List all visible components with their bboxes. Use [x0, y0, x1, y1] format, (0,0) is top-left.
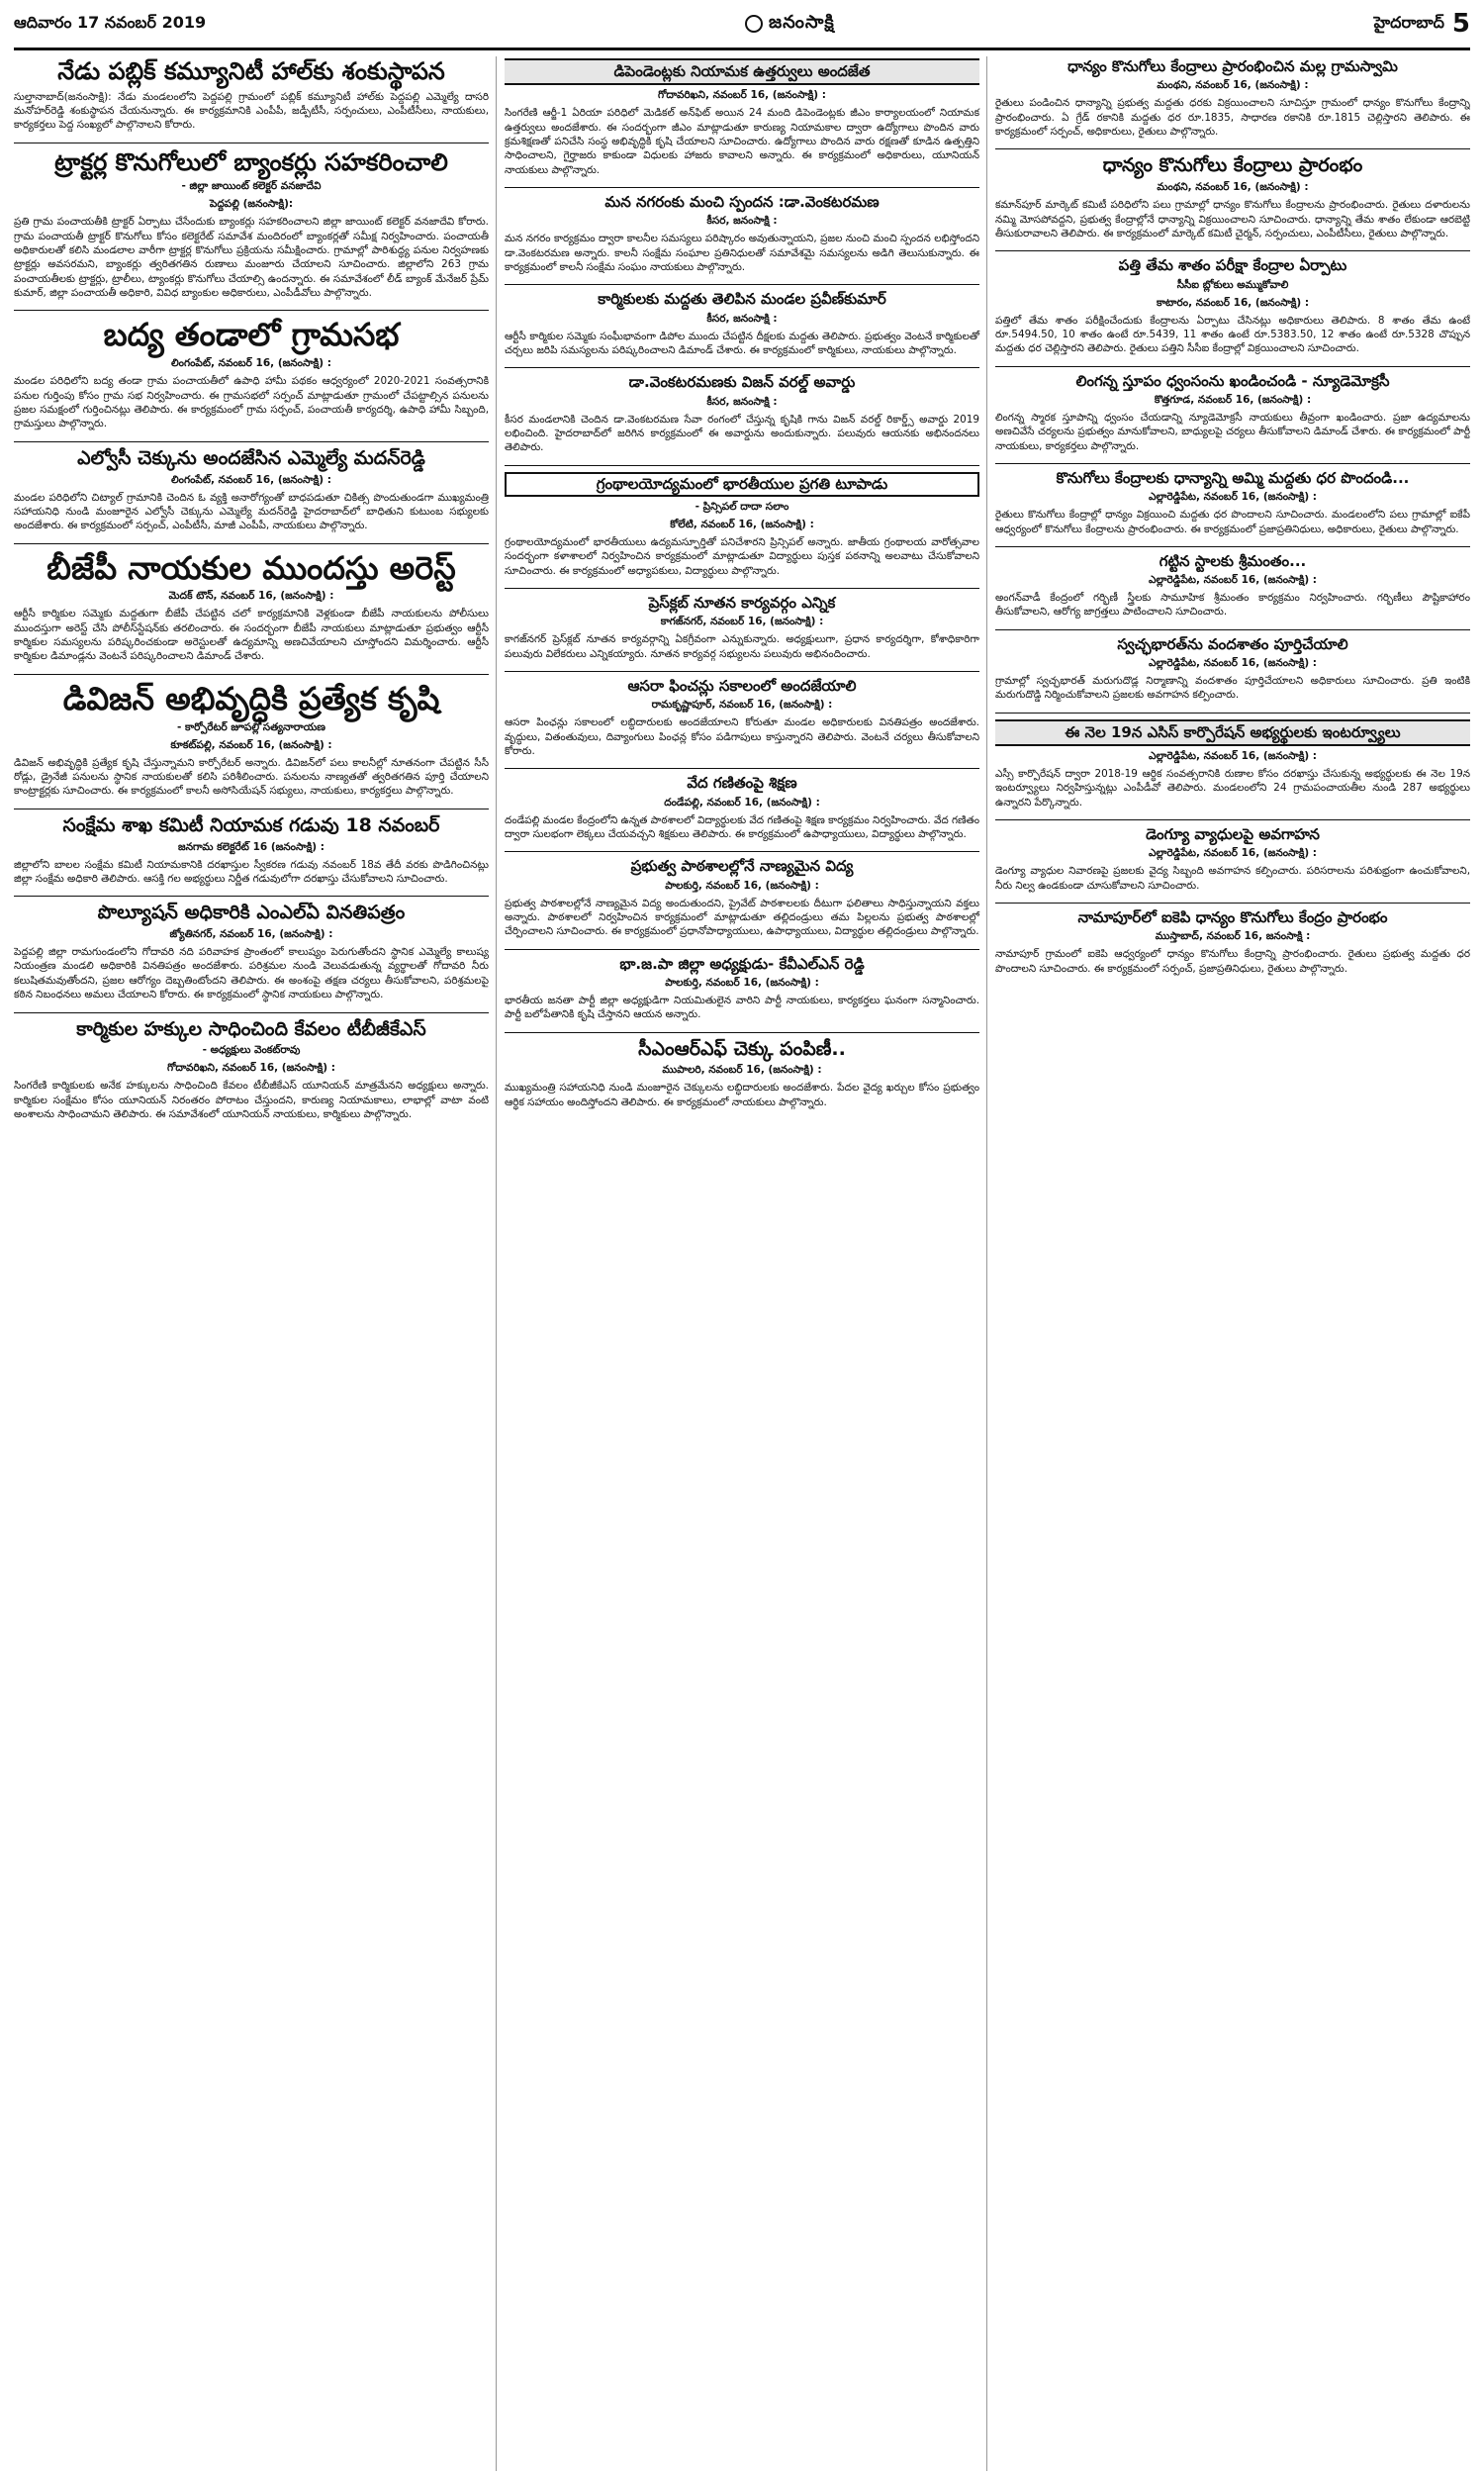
article-dateline: పాలకుర్తి, నవంబర్ 16, (జనంసాక్షి) : [665, 976, 819, 989]
article-headline: డిపెండెంట్లకు నియామక ఉత్తర్వులు అందజేత [505, 58, 979, 85]
article-body: రైతులు కొనుగోలు కేంద్రాల్లో ధాన్యం విక్రయించి మద్దతు ధర పొందాలని సూచించారు. మండలంలోని పలు గ్రామాల్లో ఐకేపీ ఆధ్వర్యంలో కొనుగోలు కేంద్రాలను ప్రారంభించారు. ఈ కార్యక్రమంలో ప్రజాప్రతినిధులు, అధికారులు, రైతులు పాల్గొన్నారు. [995, 509, 1470, 535]
article-headline: ట్రాక్టర్ల కొనుగోలులో బ్యాంకర్లు సహకరించాలి [54, 147, 448, 176]
news-article [505, 858, 979, 938]
article-headline: కొనుగోలు కేంద్రాలకు ధాన్యాన్ని అమ్మి మద్దతు ధర పొందండి... [1056, 468, 1410, 487]
article-body: రైతులు పండించిన ధాన్యాన్ని ప్రభుత్వ మద్దతు ధరకు విక్రయించాలని సూచిస్తూ గ్రామంలో ధాన్యం కొనుగోలు కేంద్రాన్ని ప్రారంభించారు. ఏ గ్రేడ్ రకానికి మద్దతు ధర రూ.1835, సాధారణ రకానికి రూ.1815 చెల్లిస్తారని తెలిపారు. ఈ కార్యక్రమంలో సర్పంచ్, అధికారులు, రైతులు పాల్గొన్నారు. [995, 97, 1470, 138]
article-headline: పొల్యూషన్ అధికారికి ఎంఎల్‌ఏ వినతిపత్రం [97, 902, 406, 924]
article-dateline: ఎల్లారెడ్డిపేట, నవంబర్ 16, (జనంసాక్షి) : [1149, 657, 1317, 670]
article-body: ఆర్టీసీ కార్మికుల సమ్మెకు మద్దతుగా బీజేపీ చేపట్టిన చలో కార్యక్రమానికి వెళ్లకుండా బీజేపీ నాయకులను పోలీసులు ముందస్తుగా అరెస్ట్ చేసి పోలీస్‌స్టేషన్‌కు తరలించారు. ఈ సందర్భంగా బీజేపీ నాయకులు మాట్లాడుతూ ప్రభుత్వం ఆర్టీసీ కార్మికుల సమస్యలను పరిష్కరించకుండా అరెస్టులతో ఉద్యమాన్ని అణచివేయాలని చూస్తోందని విమర్శించారు. ఆర్టీసీ కార్మికుల డిమాండ్లను వెంటనే పరిష్కరించాలని డిమాండ్ చేశారు. [14, 608, 489, 663]
article-body: డివిజన్ అభివృద్ధికి ప్రత్యేక కృషి చేస్తున్నామని కార్పోరేటర్ అన్నారు. డివిజన్‌లో పలు కాలనీల్లో నూతనంగా చేపట్టిన సీసీ రోడ్లు, డ్రైనేజీ పనులను స్థానిక నాయకులతో కలిసి పరిశీలించారు. పనులను నాణ్యతతో త్వరితగతిన పూర్తి చేయాలని కాంట్రాక్టర్లకు సూచించారు. ఈ కార్యక్రమంలో కాలనీ అసోసియేషన్ సభ్యులు, నాయకులు, కార్యకర్తలు పాల్గొన్నారు. [14, 756, 489, 798]
paper-title: జనంసాక్షి [768, 11, 835, 33]
article-byline: - జిల్లా జాయింట్ కలెక్టర్ వనజాదేవి [181, 180, 322, 193]
article-dateline: కాటారం, నవంబర్ 16, (జనంసాక్షి) : [1156, 296, 1310, 309]
article-body: ఆర్టీసీ కార్మికుల సమ్మెకు సంఘీభావంగా డిపోల ముందు చేపట్టిన దీక్షలకు మద్దతు తెలిపారు. ప్రభుత్వం వెంటనే కార్మికులతో చర్చలు జరిపి సమస్యలను పరిష్కరించాలని డిమాండ్ చేశారు. ఈ కార్యక్రమంలో కార్మికులు, నాయకులు పాల్గొన్నారు. [505, 330, 979, 356]
article-body: భారతీయ జనతా పార్టీ జిల్లా అధ్యక్షుడిగా నియమితులైన వారిని పార్టీ నాయకులు, కార్యకర్తలు ఘనంగా సన్మానించారు. పార్టీ బలోపేతానికి కృషి చేస్తానని ఆయన అన్నారు. [505, 994, 979, 1021]
news-article [14, 149, 489, 301]
article-headline: నేడు పబ్లిక్ కమ్యూనిటీ హాల్‌కు శంకుస్థాపన [57, 57, 445, 85]
article-headline: పత్తి తేమ శాతం పరీక్షా కేంద్రాల ఏర్పాటు [1118, 256, 1347, 275]
news-article [995, 373, 1470, 453]
article-body: ప్రభుత్వ పాఠశాలల్లోనే నాణ్యమైన విద్య అందుతుందని, ప్రైవేట్ పాఠశాలలకు దీటుగా ఫలితాలు సాధిస్తున్నాయని వక్తలు అన్నారు. పాఠశాలలో నిర్వహించిన కార్యక్రమంలో మాట్లాడుతూ తల్లిదండ్రులు తమ పిల్లలను ప్రభుత్వ పాఠశాలల్లో చేర్పించాలని సూచించారు. ఈ కార్యక్రమంలో ప్రధానోపాధ్యాయులు, ఉపాధ్యాయులు, విద్యార్థుల తల్లిదండ్రులు పాల్గొన్నారు. [505, 897, 979, 938]
article-divider [14, 896, 489, 897]
article-headline: కార్మికుల హక్కుల సాధించింది కేవలం టీబీజీకేఎస్ [76, 1017, 426, 1040]
article-dateline: ఎల్లారెడ్డిపేట, నవంబర్ 16, (జనంసాక్షి) : [1149, 750, 1317, 763]
news-article [14, 317, 489, 430]
article-body: జిల్లాలోని బాలల సంక్షేమ కమిటీ నియామకానికి దరఖాస్తుల స్వీకరణ గడువు నవంబర్ 18వ తేదీ వరకు పొడిగించినట్లు జిల్లా సంక్షేమ అధికారి తెలిపారు. ఆసక్తి గల అభ్యర్థులు నిర్ణీత గడువులోగా దరఖాస్తు చేసుకోవాలని సూచించారు. [14, 858, 489, 885]
article-divider [505, 588, 979, 589]
article-divider [505, 768, 979, 769]
paper-name [745, 12, 835, 37]
article-byline: - కార్పోరేటర్ జూపల్లి సత్యనారాయణ [177, 720, 325, 733]
article-body: డెంగ్యూ వ్యాధుల నివారణపై ప్రజలకు వైద్య సిబ్బంది అవగాహన కల్పించారు. పరిసరాలను పరిశుభ్రంగా ఉంచుకోవాలని, నీరు నిల్వ ఉండకుండా చూసుకోవాలని సూచించారు. [995, 865, 1470, 892]
article-dateline: ఎల్లారెడ్డిపేట, నవంబర్ 16, (జనంసాక్షి) : [1149, 847, 1317, 860]
article-headline: ఎల్వోసీ చెక్కును అందజేసిన ఎమ్మెల్యే మదన్‌రెడ్డి [77, 446, 425, 469]
article-divider [995, 250, 1470, 251]
article-dateline: జనగామ కలెక్టరేట్ 16 (జనంసాక్షి) : [178, 840, 325, 853]
issue-date: ఆదివారం 17 నవంబర్ 2019 [14, 12, 207, 32]
article-headline: డా.వెంకటరమణకు విజన్ వరల్డ్ అవార్డు [628, 373, 856, 392]
news-article [14, 550, 489, 664]
article-headline: భా.జ.పా జిల్లా అధ్యక్షుడు- కేవీఎల్‌ఎన్ రెడ్డి [619, 954, 865, 973]
news-article [14, 1019, 489, 1122]
article-divider [14, 674, 489, 675]
article-body: గ్రంథాలయోద్యమంలో భారతీయులు ఉద్యమస్ఫూర్తితో పనిచేశారని ప్రిన్సిపల్ అన్నారు. జాతీయ గ్రంథాలయ వారోత్సవాల సందర్భంగా కళాశాలలో నిర్వహించిన కార్యక్రమంలో మాట్లాడుతూ విద్యార్థులు పుస్తక పఠనాన్ని అలవాటు చేసుకోవాలని సూచించారు. ఈ కార్యక్రమంలో అధ్యాపకులు, విద్యార్థులు పాల్గొన్నారు. [505, 535, 979, 577]
article-headline: సంక్షేమ శాఖ కమిటీ నియామక గడువు 18 నవంబర్ [62, 813, 440, 836]
article-dateline: దండేపల్లి, నవంబర్ 16, (జనంసాక్షి) : [664, 796, 820, 809]
article-dateline: ముపాలరి, నవంబర్ 16, (జనంసాక్షి) : [662, 1064, 822, 1077]
paper-logo-icon [745, 15, 763, 33]
article-headline: వేద గణితంపై శిక్షణ [687, 774, 797, 793]
article-divider [995, 819, 1470, 820]
article-divider [505, 1032, 979, 1033]
article-body: అంగన్‌వాడీ కేంద్రంలో గర్భిణీ స్త్రీలకు సామూహిక శ్రీమంతం కార్యక్రమం నిర్వహించారు. గర్భిణీలు పౌష్టికాహారం తీసుకోవాలని, ఆరోగ్య జాగ్రత్తలు పాటించాలని సూచించారు. [995, 592, 1470, 619]
article-dateline: మంథని, నవంబర్ 16, (జనంసాక్షి) : [1157, 79, 1309, 92]
article-divider [505, 671, 979, 672]
article-body: మండల పరిధిలోని చిట్యాల్ గ్రామానికి చెందిన ఓ వ్యక్తి అనారోగ్యంతో బాధపడుతూ చికిత్స పొందుతుండగా ముఖ్యమంత్రి సహాయనిధి నుండి మంజూరైన ఎల్వోసీ చెక్కును ఎమ్మెల్యే మదన్‌రెడ్డి హైదరాబాద్‌లో బాధితుని కుటుంబ సభ్యులకు అందజేశారు. ఈ కార్యక్రమంలో సర్పంచ్, ఎంపీటీసీ, మాజీ ఎంపీపీ, నాయకులు పాల్గొన్నారు. [14, 491, 489, 532]
news-article [505, 595, 979, 661]
news-article [505, 1039, 979, 1110]
article-headline: గ్రంథాలయోద్యమంలో భారతీయుల ప్రగతి టూపాడు [505, 472, 979, 497]
column [505, 56, 987, 2471]
news-article [14, 903, 489, 1001]
article-body: కాగజ్‌నగర్ ప్రెస్‌క్లబ్ నూతన కార్యవర్గాన్ని ఏకగ్రీవంగా ఎన్నుకున్నారు. అధ్యక్షులుగా, ప్రధాన కార్యదర్శిగా, కోశాధికారిగా పలువురు విలేకరులు ఎన్నికయ్యారు. నూతన కార్యవర్గ సభ్యులను పలువురు అభినందించారు. [505, 633, 979, 660]
article-headline: ప్రెస్‌క్లబ్ నూతన కార్యవర్గం ఎన్నిక [648, 594, 836, 612]
article-dateline: లింగంపేట్, నవంబర్ 16, (జనంసాక్షి) : [171, 473, 331, 486]
column [995, 56, 1470, 2471]
news-article [995, 257, 1470, 355]
article-body: పెద్దపల్లి జిల్లా రామగుండంలోని గోదావరి నది పరివాహక ప్రాంతంలో కాలుష్యం పెరుగుతోందని స్థానిక ఎమ్మెల్యే కాలుష్య నియంత్రణ మండలి అధికారికి వినతిపత్రం అందజేశారు. పరిశ్రమల నుండి వెలువడుతున్న వ్యర్థాలతో గోదావరి నీరు కలుషితమవుతోందని, ప్రజల ఆరోగ్యం దెబ్బతింటోందని తెలిపారు. ఈ అంశంపై తక్షణ చర్యలు తీసుకోవాలని, పరిశ్రమలపై కఠిన నిబంధనలు అమలు చేయాలని కోరారు. ఈ కార్యక్రమంలో స్థానిక నాయకులు పాల్గొన్నారు. [14, 946, 489, 1001]
article-byline: - ప్రిన్సిపల్ దాదా సలాం [695, 500, 789, 513]
article-headline: ఈ నెల 19న ఎసిస్ కార్పొరేషన్ అభ్యర్థులకు ఇంటర్వ్యూలు [995, 719, 1470, 746]
news-article [995, 155, 1470, 240]
article-headline: డివిజన్ అభివృద్ధికి ప్రత్యేక కృషి [62, 679, 440, 717]
article-body: సింగరేణి కార్మికులకు అనేక హక్కులను సాధించింది కేవలం టీబీజీకేఎస్ యూనియన్ మాత్రమేనని అధ్యక్షులు అన్నారు. కార్మికుల సంక్షేమం కోసం యూనియన్ నిరంతరం పోరాటం చేస్తుందని, కారుణ్య నియామకాలు, లాభాల్లో వాటా వంటి అంశాలను సాధించామని తెలిపారు. ఈ సమావేశంలో యూనియన్ నాయకులు, కార్మికులు పాల్గొన్నారు. [14, 1080, 489, 1121]
news-article [995, 636, 1470, 703]
news-article [505, 956, 979, 1022]
article-divider [995, 366, 1470, 367]
news-article [995, 719, 1470, 809]
news-article [995, 470, 1470, 536]
article-headline: బద్య తండాలో గ్రామసభ [103, 316, 400, 354]
article-body: దండేపల్లి మండల కేంద్రంలోని ఉన్నత పాఠశాలలో విద్యార్థులకు వేద గణితంపై శిక్షణ కార్యక్రమం నిర్వహించారు. వేద గణితం ద్వారా సులభంగా లెక్కలు చేయవచ్చని శిక్షకులు తెలిపారు. ఈ కార్యక్రమంలో ఉపాధ్యాయులు, విద్యార్థులు పాల్గొన్నారు. [505, 813, 979, 840]
article-dateline: గోదావరిఖని, నవంబర్ 16, (జనంసాక్షి) : [167, 1062, 335, 1075]
article-body: సింగరేణి ఆర్జీ-1 ఏరియా పరిధిలో మెడికల్ అన్‌ఫిట్ అయిన 24 మంది డిపెండెంట్లకు జీఎం కార్యాలయంలో నియామక ఉత్తర్వులు అందజేశారు. ఈ సందర్భంగా జీఎం మాట్లాడుతూ కారుణ్య నియామకాల ద్వారా ఉద్యోగాలు పొందిన వారు క్రమశిక్షణతో పనిచేసి సంస్థ అభివృద్ధికి కృషి చేయాలని సూచించారు. ఉద్యోగాలు పొందిన వారు రక్షణతో కూడిన ఉత్పత్తిని సాధించాలని, గైర్హాజరు కాకుండా విధులకు హాజరు కావాలని అన్నారు. ఈ కార్యక్రమంలో అధికారులు, యూనియన్ నాయకులు పాల్గొన్నారు. [505, 107, 979, 176]
article-dateline: లింగంపేట్, నవంబర్ 16, (జనంసాక్షి) : [171, 357, 331, 370]
article-divider [995, 903, 1470, 904]
article-body: మండల పరిధిలోని బద్య తండా గ్రామ పంచాయతీలో ఉపాధి హామీ పథకం ఆధ్వర్యంలో 2020-2021 సంవత్సరానికి పనుల గుర్తింపు కోసం గ్రామ సభ నిర్వహించారు. ఈ గ్రామసభలో సర్పంచ్ మాట్లాడుతూ గ్రామంలో చేపట్టాల్సిన పనులను ప్రజల సమక్షంలో గుర్తించినట్లు తెలిపారు. ఈ కార్యక్రమంలో గ్రామ సర్పంచ్, పంచాయతీ కార్యదర్శి, ఉపాధి హామీ సిబ్బంది, గ్రామస్తులు పాల్గొన్నారు. [14, 375, 489, 430]
article-divider [505, 367, 979, 368]
article-divider [505, 465, 979, 466]
article-dateline: కాగజ్‌నగర్, నవంబర్ 16, (జనంసాక్షి) : [660, 616, 824, 628]
article-dateline: కూకట్‌పల్లి, నవంబర్ 16, (జనంసాక్షి) : [170, 738, 332, 751]
article-byline: సీసీఐ బ్లోకులు అమ్ముకోవాలి [1176, 278, 1289, 291]
article-dateline: మంథని, నవంబర్ 16, (జనంసాక్షి) : [1157, 181, 1309, 194]
news-article [995, 553, 1470, 619]
news-article [14, 681, 489, 799]
article-dateline: కొత్తగూడ, నవంబర్ 16, (జనంసాక్షి) : [1154, 393, 1312, 406]
news-article [505, 472, 979, 578]
city-name: హైదరాబాద్ [1373, 12, 1444, 32]
news-article [14, 815, 489, 887]
article-divider [995, 463, 1470, 464]
article-dateline: రామకృష్ణాపూర్, నవంబర్ 16, (జనంసాక్షి) : [651, 699, 833, 712]
article-body: ముఖ్యమంత్రి సహాయనిధి నుండి మంజూరైన చెక్కులను లబ్ధిదారులకు అందజేశారు. పేదల వైద్య ఖర్చుల కోసం ప్రభుత్వం ఆర్థిక సహాయం అందిస్తోందని తెలిపారు. ఈ కార్యక్రమంలో నాయకులు పాల్గొన్నారు. [505, 1082, 979, 1108]
page-number: 5 [1451, 9, 1470, 39]
article-dateline: కీసర, జనంసాక్షి : [706, 395, 778, 408]
article-headline: గట్టిన స్టాలకు శ్రీమంతం... [1159, 551, 1307, 570]
article-body: ప్రతి గ్రామ పంచాయతీకి ట్రాక్టర్ ఏర్పాటు చేసేందుకు బ్యాంకర్లు సహకరించాలని జిల్లా జాయింట్ కలెక్టర్ వనజాదేవి కోరారు. గ్రామ పంచాయతీ ట్రాక్టర్ కొనుగోలు కోసం కలెక్టరేట్ సమావేశ మందిరంలో బ్యాంకర్లతో సమీక్ష నిర్వహించారు. పంచాయతీ అధికారులతో కలిసి మండలాల వారీగా ట్రాక్టర్ల కొనుగోలు ప్రక్రియను సమీక్షించారు. గ్రామాల్లో పారిశుద్ధ్య పనుల నిర్వహణకు ట్రాక్టర్లు అవసరమని, బ్యాంకర్లు త్వరితగతిన రుణాలు మంజూరు చేయాలని సూచించారు. జిల్లాలోని 263 గ్రామ పంచాయతీలకు ట్రాక్టర్లు, ట్రాలీలు, ట్యాంకర్లు కొనుగోలు చేయాల్సి ఉందన్నారు. ఈ సమావేశంలో లీడ్ బ్యాంక్ మేనేజర్ ప్రేమ్ కుమార్, జిల్లా పంచాయతీ అధికారి, వివిధ బ్యాంకుల అధికారులు, ఎంపీడీవోలు పాల్గొన్నారు. [14, 216, 489, 300]
article-byline: - అధ్యక్షులు వెంకట్‌రావు [202, 1044, 301, 1057]
article-divider [505, 851, 979, 852]
article-body: లింగన్న స్మారక స్తూపాన్ని ధ్వంసం చేయడాన్ని న్యూడెమోక్రసీ నాయకులు తీవ్రంగా ఖండించారు. ప్రజా ఉద్యమాలను అణచివేసే చర్యలను ప్రభుత్వం మానుకోవాలని, బాధ్యులపై చర్యలు తీసుకోవాలని డిమాండ్ చేశారు. ఈ కార్యక్రమంలో పార్టీ నాయకులు, కార్యకర్తలు పాల్గొన్నారు. [995, 411, 1470, 452]
article-dateline: కీసర, జనంసాక్షి : [706, 215, 778, 228]
article-body: ఆసరా పింఛన్లు సకాలంలో లబ్ధిదారులకు అందజేయాలని కోరుతూ మండల అధికారులకు వినతిపత్రం అందజేశారు. వృద్ధులు, వితంతువులు, దివ్యాంగులు పింఛన్ల కోసం పడిగాపులు కాస్తున్నారని తెలిపారు. వెంటనే చర్యలు తీసుకోవాలని కోరారు. [505, 716, 979, 757]
article-divider [995, 148, 1470, 149]
page-info [1374, 9, 1470, 39]
article-body: ఎస్సీ కార్పొరేషన్ ద్వారా 2018-19 ఆర్థిక సంవత్సరానికి రుణాల కోసం దరఖాస్తు చేసుకున్న అభ్యర్థులకు ఈ నెల 19న ఇంటర్వ్యూలు నిర్వహిస్తున్నట్లు ఎంపీడీవో తెలిపారు. మండలంలోని 24 గ్రామపంచాయతీల నుండి 287 అభ్యర్థులు ఉన్నారని పేర్కొన్నారు. [995, 768, 1470, 809]
article-headline: డెంగ్యూ వ్యాధులపై అవగాహన [1146, 825, 1320, 844]
news-article [505, 58, 979, 177]
article-dateline: మెదక్ టౌన్, నవంబర్ 16, (జనంసాక్షి) : [168, 590, 334, 603]
article-body: కీసర మండలానికి చెందిన డా.వెంకటరమణ సేవా రంగంలో చేస్తున్న కృషికి గాను విజన్ వరల్డ్ రికార్డ్స్ అవార్డు 2019 లభించింది. హైదరాబాద్‌లో జరిగిన కార్యక్రమంలో ఈ అవార్డును అందుకున్నారు. పలువురు ఆయనకు అభినందనలు తెలిపారు. [505, 413, 979, 454]
news-article [505, 374, 979, 454]
news-article [995, 909, 1470, 976]
article-divider [995, 629, 1470, 630]
article-divider [14, 543, 489, 544]
article-headline: లింగన్న స్తూపం ధ్వంసంను ఖండించండి - న్యూడెమోక్రసీ [1075, 371, 1390, 390]
article-divider [14, 441, 489, 442]
article-body: మన నగరం కార్యక్రమం ద్వారా కాలనీల సమస్యలు పరిష్కారం అవుతున్నాయని, ప్రజల నుంచి మంచి స్పందన లభిస్తోందని డా.వెంకటరమణ అన్నారు. కాలనీ సంక్షేమ సంఘాల ప్రతినిధులతో సమావేశమై సమస్యలను అడిగి తెలుసుకున్నారు. ఈ కార్యక్రమంలో కాలనీ సంక్షేమ సంఘం నాయకులు పాల్గొన్నారు. [505, 233, 979, 274]
article-divider [995, 713, 1470, 714]
article-body: గ్రామాల్లో స్వచ్ఛభారత్ మరుగుదొడ్ల నిర్మాణాన్ని వందశాతం పూర్తిచేయాలని అధికారులు సూచించారు. ప్రతి ఇంటికి మరుగుదొడ్డి నిర్మించుకోవాలని ప్రజలకు అవగాహన కల్పించారు. [995, 675, 1470, 702]
article-dateline: ఎల్లారెడ్డిపేట, నవంబర్ 16, (జనంసాక్షి) : [1149, 491, 1317, 504]
article-headline: ఆసరా ఫించన్లు సకాలంలో అందజేయాలి [627, 676, 857, 695]
article-dateline: కీసర, జనంసాక్షి : [706, 312, 778, 325]
article-headline: బీజేపీ నాయకుల ముందస్తు అరెస్ట్ [46, 548, 456, 587]
news-article [505, 775, 979, 841]
article-headline: ధాన్యం కొనుగోలు కేంద్రాలు ప్రారంభం [1102, 154, 1363, 177]
masthead [14, 0, 1470, 50]
article-headline: మన నగరంకు మంచి స్పందన :డా.వెంకటరమణ [604, 193, 880, 212]
article-dateline: ముస్తాబాద్, నవంబర్ 16, జనంసాక్షి : [1155, 930, 1311, 943]
article-divider [995, 546, 1470, 547]
article-divider [505, 284, 979, 285]
article-divider [505, 187, 979, 188]
article-divider [14, 310, 489, 311]
news-article [505, 194, 979, 274]
article-dateline: జ్యోతినగర్, నవంబర్ 16, (జనంసాక్షి) : [169, 928, 333, 941]
article-headline: సీఎంఆర్‌ఎఫ్ చెక్కు పంపిణీ.. [638, 1037, 846, 1060]
news-article [14, 448, 489, 533]
article-dateline: పెద్దపల్లి (జనంసాక్షి): [209, 198, 294, 211]
article-headline: ప్రభుత్వ పాఠశాలల్లోనే నాణ్యమైన విద్య [630, 857, 854, 876]
article-dateline: కోలేటి, నవంబర్ 16, (జనంసాక్షి) : [670, 518, 814, 530]
article-divider [505, 949, 979, 950]
article-headline: స్వచ్ఛభారత్‌ను వందశాతం పూర్తిచేయాలి [1117, 634, 1348, 653]
news-article [505, 291, 979, 357]
article-dateline: గోదావరిఖని, నవంబర్ 16, (జనంసాక్షి) : [658, 89, 826, 102]
article-body: పత్తిలో తేమ శాతం పరీక్షించేందుకు కేంద్రాలను ఏర్పాటు చేసినట్లు అధికారులు తెలిపారు. 8 శాతం తేమ ఉంటే రూ.5494.50, 10 శాతం ఉంటే రూ.5439, 11 శాతం ఉంటే రూ.5383.50, 12 శాతం ఉంటే రూ.5328 చొప్పున మద్దతు ధర చెల్లిస్తారని తెలిపారు. రైతులు పత్తిని సీసీఐ కేంద్రాల్లో విక్రయించాలని సూచించారు. [995, 314, 1470, 355]
article-dateline: పాలకుర్తి, నవంబర్ 16, (జనంసాక్షి) : [665, 879, 819, 892]
article-headline: కార్మికులకు మద్దతు తెలిపిన మండల ప్రవీణ్‌కుమార్ [598, 290, 886, 309]
news-article [995, 58, 1470, 139]
column [14, 56, 497, 2471]
article-headline: నామాపూర్‌లో ఐకెపి ధాన్యం కొనుగోలు కేంద్రం ప్రారంభం [1077, 908, 1388, 927]
article-headline: ధాన్యం కొనుగోలు కేంద్రాలు ప్రారంభించిన మల్ల గ్రామస్వామి [1067, 57, 1398, 75]
article-body: నామాపూర్ గ్రామంలో ఐకెపి ఆధ్వర్యంలో ధాన్యం కొనుగోలు కేంద్రాన్ని ప్రారంభించారు. రైతులు ప్రభుత్వ మద్దతు ధర పొందాలని సూచించారు. ఈ కార్యక్రమంలో సర్పంచ్, ప్రజాప్రతినిధులు, రైతులు పాల్గొన్నారు. [995, 948, 1470, 975]
article-divider [14, 1012, 489, 1013]
news-article [505, 678, 979, 758]
article-body: సుల్తానాబాద్(జనంసాక్షి): నేడు మండలంలోని పెద్దపల్లి గ్రామంలో పబ్లిక్ కమ్యూనిటీ హాల్‌కు పెద్దపల్లి ఎమ్మెల్యే దాసరి మనోహర్‌రెడ్డి శంకుస్థాపన చేయనున్నారు. ఈ కార్యక్రమానికి ఎంపీపీ, జడ్పీటీసీ, సర్పంచులు, ఎంపీటీసీలు, నాయకులు, కార్యకర్తలు పెద్ద సంఖ్యలో పాల్గొనాలని కోరారు. [14, 90, 489, 132]
columns [14, 56, 1470, 2471]
news-article [14, 58, 489, 133]
news-article [995, 826, 1470, 893]
article-body: కమాన్‌పూర్ మార్కెట్ కమిటీ పరిధిలోని పలు గ్రామాల్లో ధాన్యం కొనుగోలు కేంద్రాలను ప్రారంభించారు. రైతులు దళారులను నమ్మి మోసపోవద్దని, ప్రభుత్వ కేంద్రాల్లోనే ధాన్యాన్ని విక్రయించాలని సూచించారు. ధాన్యాన్ని తేమ శాతం లేకుండా ఆరబెట్టి తీసుకురావాలని తెలిపారు. ఈ కార్యక్రమంలో మార్కెట్ కమిటీ చైర్మన్, సర్పంచులు, ఎంపీటీసీలు, రైతులు పాల్గొన్నారు. [995, 199, 1470, 239]
article-dateline: ఎల్లారెడ్డిపేట, నవంబర్ 16, (జనంసాక్షి) : [1149, 574, 1317, 587]
